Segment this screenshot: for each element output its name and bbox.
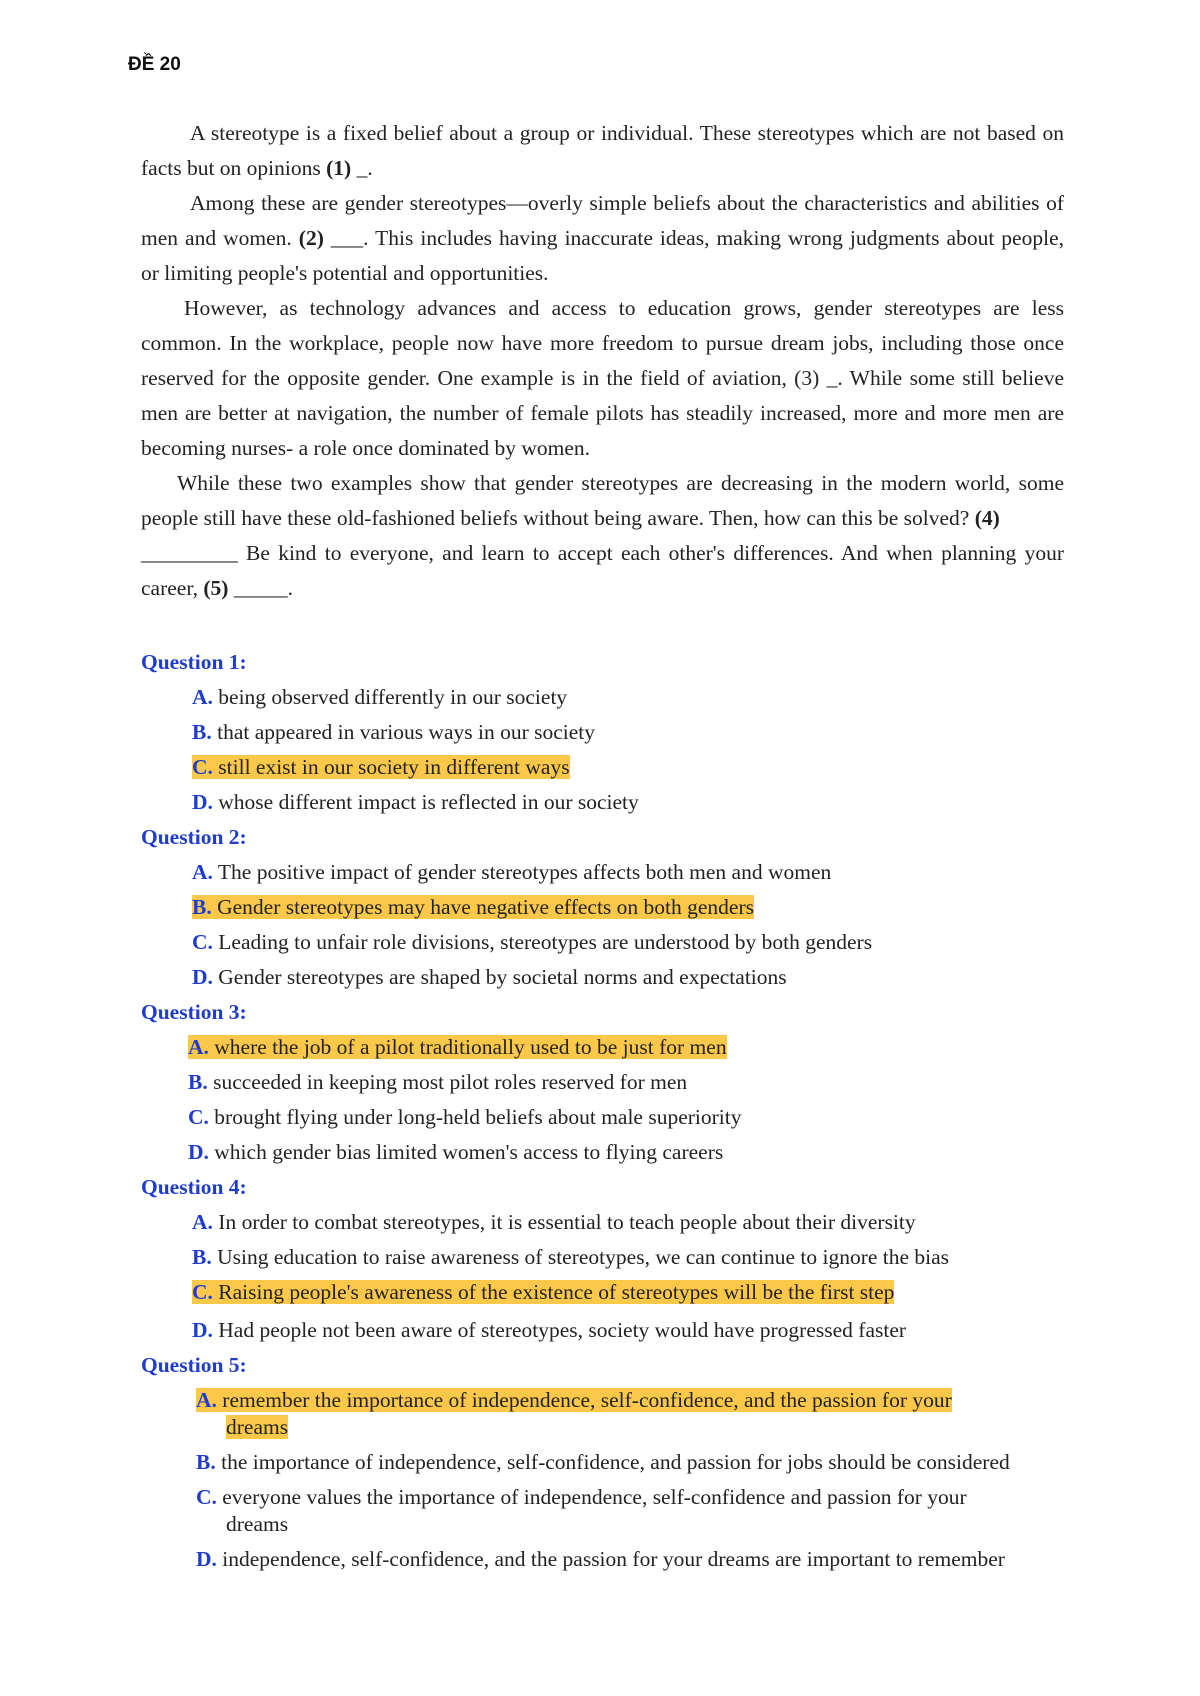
option-text: where the job of a pilot traditionally used to be just for men xyxy=(214,1035,727,1059)
option-text: which gender bias limited women's access to flying careers xyxy=(214,1140,724,1164)
option-letter: D. xyxy=(188,1140,209,1164)
option-text: still exist in our society in different ways xyxy=(218,755,570,779)
option-text: Leading to unfair role divisions, stereotypes are understood by both genders xyxy=(218,930,873,954)
option-letter: D. xyxy=(192,1318,213,1342)
option-letter: C. xyxy=(196,1485,217,1509)
question-5-option-c[interactable] xyxy=(196,1480,1026,1542)
option-text: In order to combat stereotypes, it is essential to teach people about their diversity xyxy=(218,1210,916,1234)
passage-paragraph-2 xyxy=(141,186,1064,291)
blank-number-5: (5) xyxy=(203,576,229,600)
question-1-option-d[interactable] xyxy=(192,785,1121,820)
passage-paragraph-3 xyxy=(141,291,1064,466)
option-letter: C. xyxy=(192,1280,213,1304)
paragraph-text: A stereotype is a fixed belief about a group or individual. These stereotypes which are not based on facts but on opinions xyxy=(141,121,1064,180)
question-4-option-d[interactable] xyxy=(192,1313,1121,1348)
option-letter: B. xyxy=(192,720,212,744)
option-letter: B. xyxy=(188,1070,208,1094)
option-letter: D. xyxy=(192,790,213,814)
option-text: Gender stereotypes may have negative effects on both genders xyxy=(217,895,754,919)
option-letter: C. xyxy=(192,930,213,954)
question-4-option-c[interactable] xyxy=(192,1275,1121,1310)
passage-paragraph-4 xyxy=(141,466,1064,536)
option-letter: D. xyxy=(196,1547,217,1571)
option-letter: C. xyxy=(192,755,213,779)
paragraph-text-rest: _____. xyxy=(228,576,293,600)
passage-paragraph-5 xyxy=(141,536,1064,606)
question-1-option-c[interactable] xyxy=(192,750,1121,785)
option-letter: A. xyxy=(192,1210,213,1234)
question-5-option-d[interactable] xyxy=(196,1542,1121,1577)
option-text: independence, self-confidence, and the passion for your dreams are important to remember xyxy=(222,1547,1005,1571)
question-1-option-a[interactable] xyxy=(192,680,1121,715)
option-letter: B. xyxy=(192,1245,212,1269)
answer-highlight xyxy=(188,1035,727,1059)
answer-highlight xyxy=(192,895,754,919)
option-letter: A. xyxy=(192,685,213,709)
question-list xyxy=(141,645,1121,1577)
option-text: remember the importance of independence, self-confidence, and the passion for your dreams xyxy=(222,1388,952,1439)
question-3-option-c[interactable] xyxy=(188,1100,1121,1135)
option-letter: A. xyxy=(196,1388,217,1412)
exam-title: ĐỀ 20 xyxy=(128,54,181,75)
question-2-option-a[interactable] xyxy=(192,855,1121,890)
question-2-option-d[interactable] xyxy=(192,960,1121,995)
question-5-title: Question 5: xyxy=(141,1353,247,1377)
question-2-option-b[interactable] xyxy=(192,890,1121,925)
option-letter: A. xyxy=(192,860,213,884)
question-5-option-b[interactable] xyxy=(196,1445,1121,1480)
option-text: Using education to raise awareness of stereotypes, we can continue to ignore the bias xyxy=(217,1245,950,1269)
question-4-option-b[interactable] xyxy=(192,1240,1121,1275)
answer-highlight xyxy=(192,755,570,779)
option-letter: D. xyxy=(192,965,213,989)
question-2-option-c[interactable] xyxy=(192,925,1121,960)
paragraph-text: Among these are gender stereotypes—overly simple beliefs about the characteristics and abilities of men and women. xyxy=(141,191,1064,250)
blank-number-4: (4) xyxy=(974,506,1000,530)
option-text: whose different impact is reflected in our society xyxy=(218,790,639,814)
option-letter: A. xyxy=(188,1035,209,1059)
option-text: that appeared in various ways in our society xyxy=(217,720,596,744)
answer-highlight xyxy=(192,1280,894,1304)
blank-number-2: (2) xyxy=(298,226,324,250)
question-3-option-b[interactable] xyxy=(188,1065,1121,1100)
question-1-title: Question 1: xyxy=(141,650,247,674)
paragraph-text: While these two examples show that gender stereotypes are decreasing in the modern world, some people still have these old-fashioned beliefs without being aware. Then, how can this be solved? xyxy=(141,471,1064,530)
option-text: the importance of independence, self-confidence, and passion for jobs should be considered xyxy=(221,1450,1010,1474)
answer-highlight xyxy=(196,1388,952,1439)
question-3-option-a[interactable] xyxy=(188,1030,1121,1065)
question-3-title: Question 3: xyxy=(141,1000,247,1024)
reading-passage xyxy=(141,116,1064,606)
question-4-option-a[interactable] xyxy=(192,1205,1121,1240)
option-text: Had people not been aware of stereotypes, society would have progressed faster xyxy=(218,1318,907,1342)
option-text: brought flying under long-held beliefs about male superiority xyxy=(214,1105,742,1129)
option-letter: C. xyxy=(188,1105,209,1129)
paragraph-text-rest: ___. This includes having inaccurate ideas, making wrong judgments about people, or limiting people's potential and opportunities. xyxy=(141,226,1064,285)
option-text: succeeded in keeping most pilot roles reserved for men xyxy=(213,1070,688,1094)
question-2-title: Question 2: xyxy=(141,825,247,849)
question-1-option-b[interactable] xyxy=(192,715,1121,750)
option-text: Gender stereotypes are shaped by societal norms and expectations xyxy=(218,965,787,989)
blank-number-1: (1) xyxy=(326,156,352,180)
option-text: everyone values the importance of independence, self-confidence and passion for your dreams xyxy=(222,1485,967,1536)
question-3-option-d[interactable] xyxy=(188,1135,1121,1170)
option-text: Raising people's awareness of the existence of stereotypes will be the first step xyxy=(218,1280,895,1304)
passage-paragraph-1 xyxy=(141,116,1064,186)
question-5-option-a[interactable] xyxy=(196,1383,996,1445)
option-text: being observed differently in our society xyxy=(218,685,568,709)
option-letter: B. xyxy=(192,895,212,919)
question-4-title: Question 4: xyxy=(141,1175,247,1199)
option-letter: B. xyxy=(196,1450,216,1474)
paragraph-text: _________ Be kind to everyone, and learn to accept each other's differences. And when planning your career, xyxy=(141,541,1064,600)
paragraph-text: However, as technology advances and access to education grows, gender stereotypes are less common. In the workplace, people now have more freedom to pursue dream jobs, including those once reserved for the opposite gender. One example is in the field of aviation, (3) _. While some still believe men are better at navigation, the number of female pilots has steadily increased, more and more men are becoming nurses- a role once dominated by women. xyxy=(141,296,1064,460)
blank-1: _. xyxy=(351,156,373,180)
option-text: The positive impact of gender stereotypes affects both men and women xyxy=(217,860,832,884)
